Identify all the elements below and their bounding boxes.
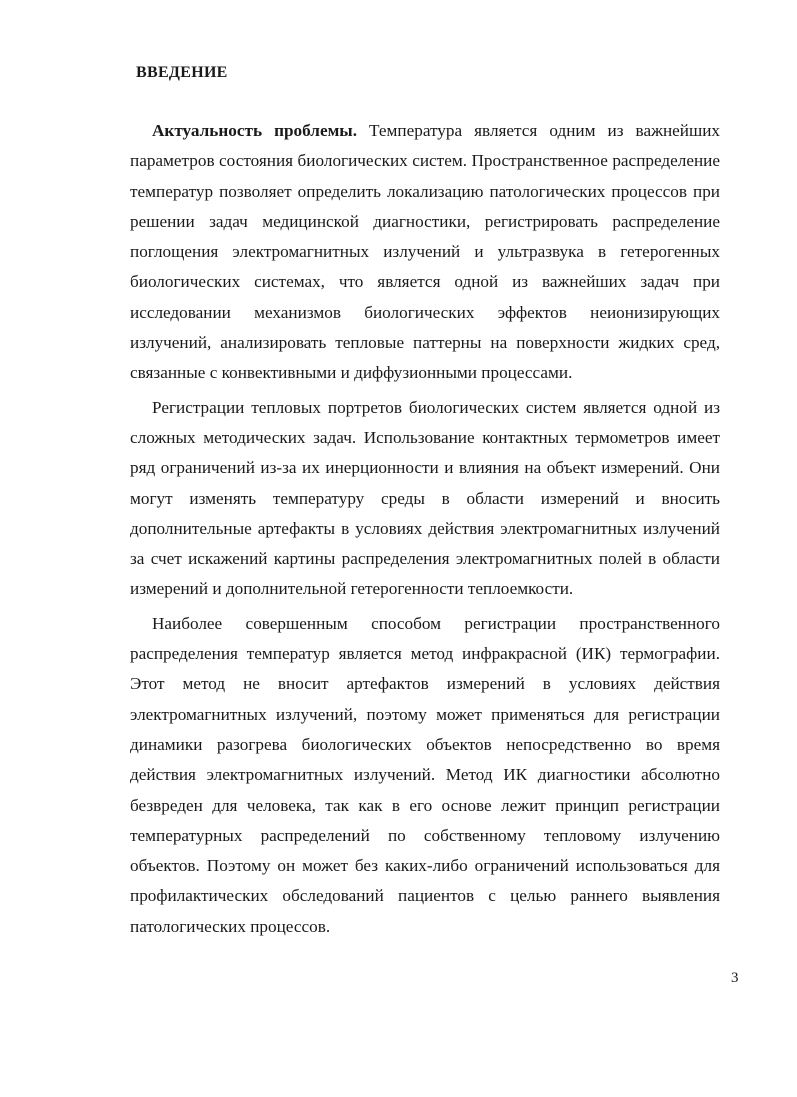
section-heading: ВВЕДЕНИЕ bbox=[136, 64, 228, 81]
body-text bbox=[130, 116, 720, 946]
paragraph-thermometers: Регистрации тепловых портретов биологических систем является одной из сложных методических задач. Использование контактных термометров имеет ряд ограничений из-за их инерционности и влияния на объект измерений. Они могут изменять температуру среды в области измерений и вносить дополнительные артефакты в условиях действия электромагнитных излучений за счет искажений картины распределения электромагнитных полей в области измерений и дополнительной гетерогенности теплоемкости. bbox=[130, 397, 720, 599]
paragraph-text: Температура является одним из важнейших параметров состояния биологических систем. Пространственное распределение температур позволяет определить локализацию патологических процессов при решении задач медицинской диагностики, регистрировать распределение поглощения электромагнитных излучений и ультразвука в гетерогенных биологических системах, что является одной из важнейших задач при исследовании механизмов биологических эффектов неионизирующих излучений, анализировать тепловые паттерны на поверхности жидких сред, связанные с конвективными и диффузионными процессами. bbox=[130, 121, 720, 383]
paragraph-thermography: Наиболее совершенным способом регистрации пространственного распределения температур является метод инфракрасной (ИК) термографии. Этот метод не вносит артефактов измерений в условиях действия электромагнитных излучений, поэтому может применяться для регистрации динамики разогрева биологических объектов непосредственно во время действия электромагнитных излучений. Метод ИК диагностики абсолютно безвреден для человека, так как в его основе лежит принцип регистрации температурных распределений по собственному тепловому излучению объектов. Поэтому он может без каких-либо ограничений использоваться для профилактических обследований пациентов с целью раннего выявления патологических процессов. bbox=[130, 613, 720, 936]
paragraph-lead: Актуальность проблемы. bbox=[152, 121, 357, 140]
paragraph-relevance bbox=[130, 116, 720, 389]
page-number: 3 bbox=[731, 970, 739, 986]
